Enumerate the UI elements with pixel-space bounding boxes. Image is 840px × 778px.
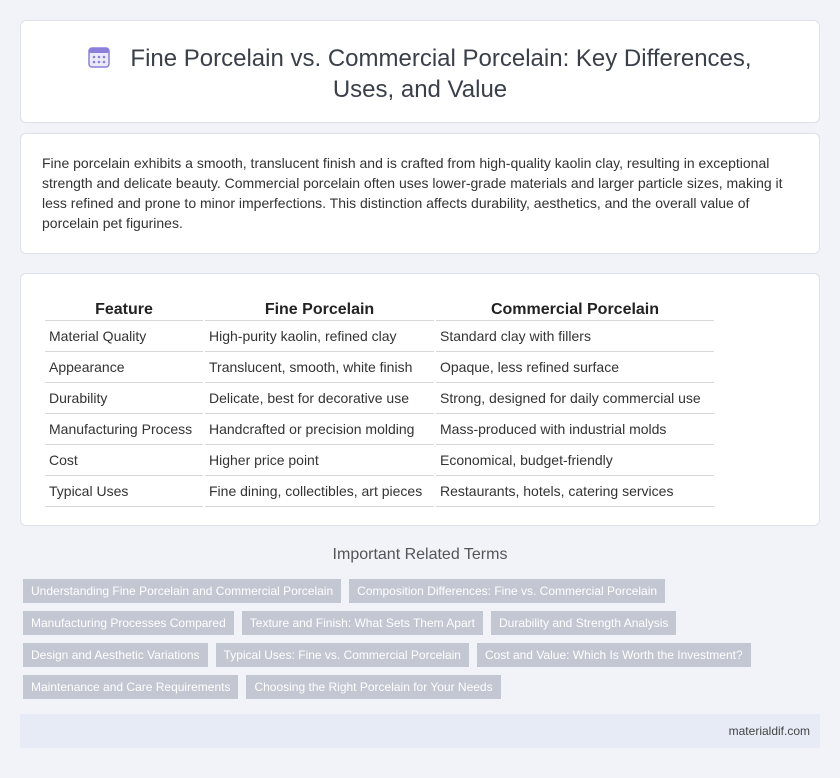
table-row	[45, 414, 714, 445]
intro-text: Fine porcelain exhibits a smooth, translucent finish and is crafted from high-quality kaolin clay, resulting in exceptional strength and delicate beauty. Commercial porcelain often uses lower-grade materials and larger particle sizes, making it less refined and prone to minor imperfections. This distinction affects durability, aesthetics, and the overall value of porcelain pet figurines.	[42, 155, 783, 231]
related-terms-heading: Important Related Terms	[332, 546, 508, 563]
page-title: Fine Porcelain vs. Commercial Porcelain: Key Differences, Uses, and Value	[130, 45, 752, 103]
title-card	[20, 20, 820, 123]
related-term-link[interactable]: Texture and Finish: What Sets Them Apart	[242, 611, 483, 635]
related-term-link[interactable]: Design and Aesthetic Variations	[23, 643, 208, 667]
page-title-wrapper	[61, 43, 779, 105]
related-term-link[interactable]: Choosing the Right Porcelain for Your Needs	[246, 675, 500, 699]
comparison-table	[43, 295, 716, 507]
table-cell: Material Quality	[45, 321, 203, 352]
footer-site-link[interactable]: materialdif.com	[728, 724, 810, 738]
related-term-link[interactable]: Composition Differences: Fine vs. Commercial Porcelain	[349, 579, 665, 603]
table-cell: Handcrafted or precision molding	[205, 414, 434, 445]
related-term-link[interactable]: Typical Uses: Fine vs. Commercial Porcelain	[216, 643, 469, 667]
related-term-link[interactable]: Manufacturing Processes Compared	[23, 611, 234, 635]
intro-card	[20, 133, 820, 254]
table-row	[45, 352, 714, 383]
table-row	[45, 321, 714, 352]
footer	[20, 714, 820, 748]
table-cell: Appearance	[45, 352, 203, 383]
related-term-link[interactable]: Cost and Value: Which Is Worth the Investment?	[477, 643, 751, 667]
calendar-grid-icon	[88, 46, 110, 68]
related-term-link[interactable]: Durability and Strength Analysis	[491, 611, 676, 635]
header-fine-porcelain: Fine Porcelain	[205, 295, 434, 321]
table-cell: Manufacturing Process	[45, 414, 203, 445]
table-cell: Fine dining, collectibles, art pieces	[205, 476, 434, 507]
table-cell: Strong, designed for daily commercial use	[436, 383, 714, 414]
table-row	[45, 383, 714, 414]
table-cell: Restaurants, hotels, catering services	[436, 476, 714, 507]
table-cell: Standard clay with fillers	[436, 321, 714, 352]
related-terms-list	[23, 579, 803, 699]
table-cell: Mass-produced with industrial molds	[436, 414, 714, 445]
comparison-card	[20, 273, 820, 526]
table-cell: Economical, budget-friendly	[436, 445, 714, 476]
table-row	[45, 476, 714, 507]
table-cell: Translucent, smooth, white finish	[205, 352, 434, 383]
table-row	[45, 445, 714, 476]
table-cell: Cost	[45, 445, 203, 476]
table-cell: Durability	[45, 383, 203, 414]
table-header-row	[45, 295, 714, 321]
table-cell: Delicate, best for decorative use	[205, 383, 434, 414]
header-feature: Feature	[45, 295, 203, 321]
table-cell: Opaque, less refined surface	[436, 352, 714, 383]
header-commercial-porcelain: Commercial Porcelain	[436, 295, 714, 321]
table-cell: Higher price point	[205, 445, 434, 476]
related-term-link[interactable]: Understanding Fine Porcelain and Commercial Porcelain	[23, 579, 341, 603]
related-term-link[interactable]: Maintenance and Care Requirements	[23, 675, 238, 699]
table-cell: High-purity kaolin, refined clay	[205, 321, 434, 352]
table-cell: Typical Uses	[45, 476, 203, 507]
